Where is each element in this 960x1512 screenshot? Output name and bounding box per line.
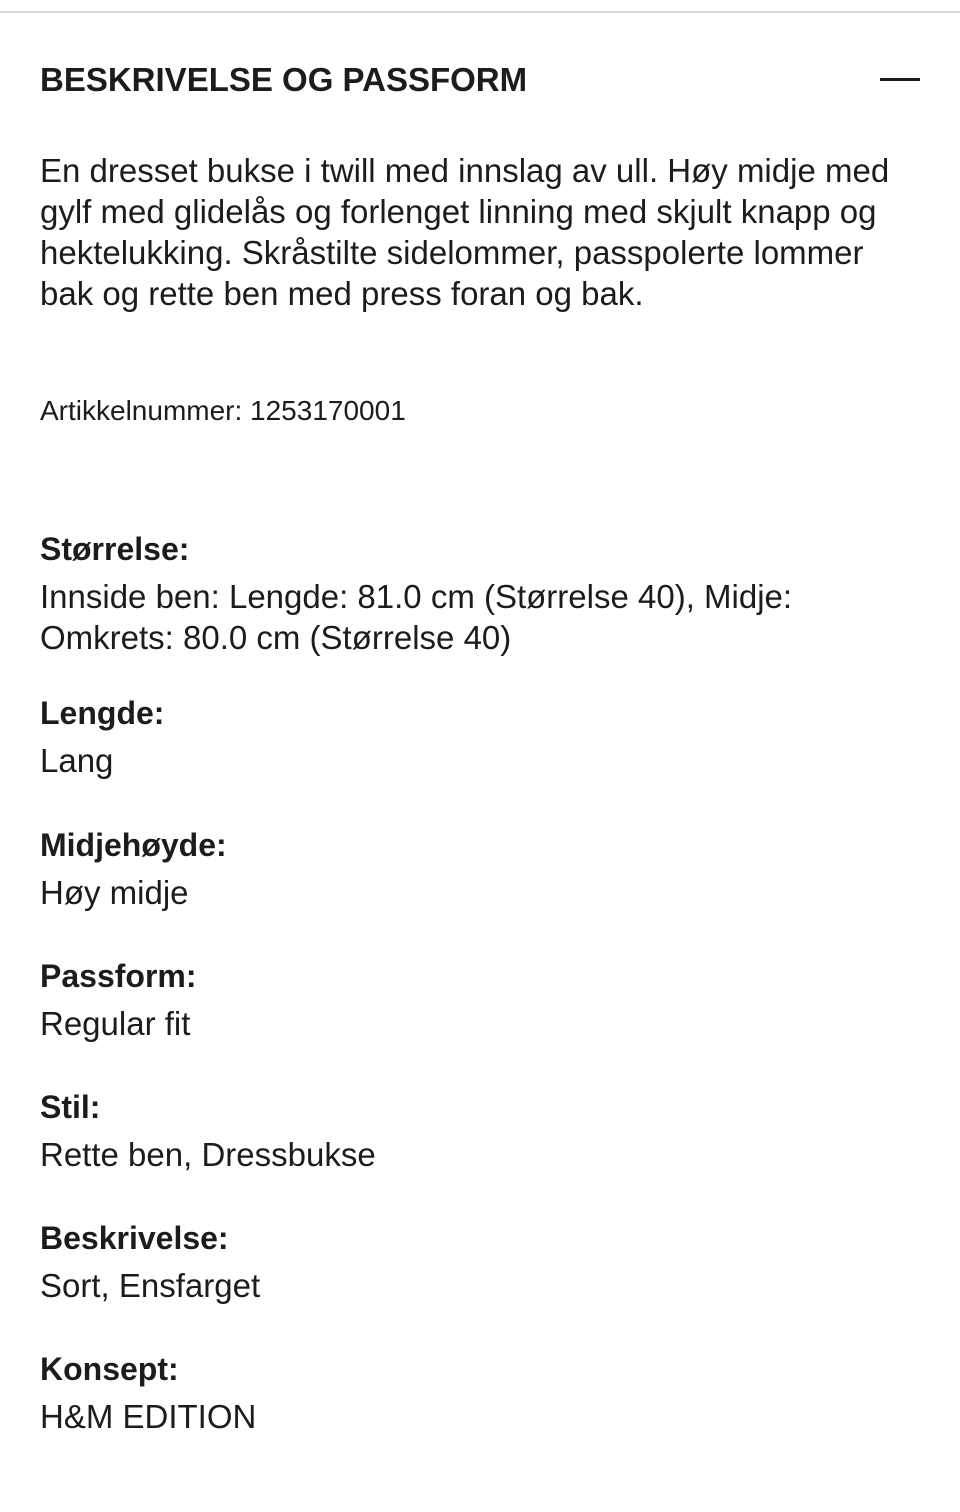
attribute-waist-height bbox=[40, 824, 920, 955]
attribute-value: Regular fit bbox=[40, 1005, 191, 1042]
attribute-style bbox=[40, 1086, 920, 1217]
attribute-value: Rette ben, Dressbukse bbox=[40, 1136, 376, 1173]
accordion-header-description-and-fit[interactable] bbox=[0, 48, 960, 114]
attribute-concept bbox=[40, 1348, 920, 1448]
attribute-label: Midjehøyde: bbox=[40, 827, 227, 863]
attribute-label: Størrelse: bbox=[40, 531, 190, 567]
attribute-label: Passform: bbox=[40, 958, 197, 994]
top-divider bbox=[0, 11, 960, 13]
attribute-label: Beskrivelse: bbox=[40, 1220, 229, 1256]
product-attributes bbox=[40, 528, 920, 1448]
attribute-value: Lang bbox=[40, 742, 114, 779]
attribute-value: Sort, Ensfarget bbox=[40, 1267, 261, 1304]
attribute-label: Lengde: bbox=[40, 695, 165, 731]
attribute-description bbox=[40, 1217, 920, 1348]
attribute-label: Stil: bbox=[40, 1089, 101, 1125]
attribute-value: Innside ben: Lengde: 81.0 cm (Størrelse 40), Midje: Omkrets: 80.0 cm (Størrelse 40) bbox=[40, 578, 793, 656]
attribute-value: H&M EDITION bbox=[40, 1398, 257, 1435]
minus-icon[interactable] bbox=[880, 64, 920, 96]
accordion-title: BESKRIVELSE OG PASSFORM bbox=[40, 61, 528, 98]
attribute-length bbox=[40, 692, 920, 824]
attribute-value: Høy midje bbox=[40, 874, 189, 911]
attribute-fit bbox=[40, 955, 920, 1086]
attribute-size bbox=[40, 528, 920, 692]
article-number: Artikkelnummer: 1253170001 bbox=[40, 395, 406, 426]
product-description: En dresset bukse i twill med innslag av ull. Høy midje med gylf med glidelås og forlenget linning med skjult knapp og hektelukking. Skråstilte sidelommer, passpolerte lommer bak og rette ben med press foran og bak. bbox=[40, 152, 890, 312]
attribute-label: Konsept: bbox=[40, 1351, 179, 1387]
